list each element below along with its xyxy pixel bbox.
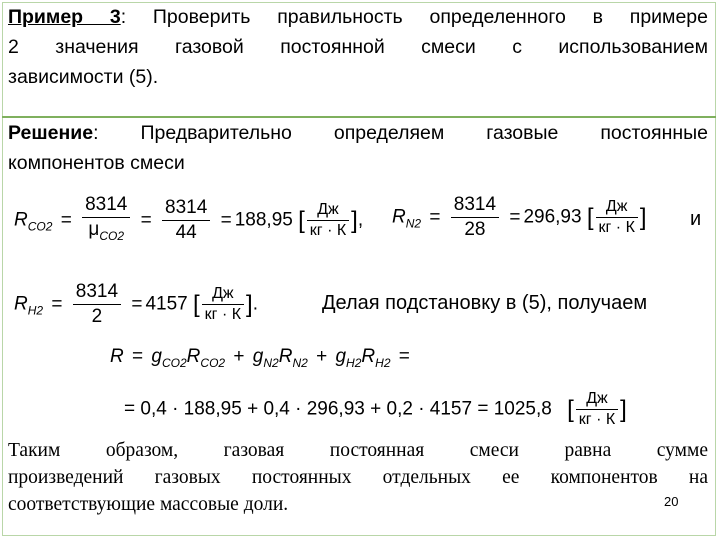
solution-line-1: Решение: Предварительно определяем газовые постоянные — [8, 122, 708, 144]
conclusion-text — [8, 437, 708, 518]
solution-line-2: компонентов смеси — [8, 152, 185, 174]
example-label: Пример 3 — [8, 6, 121, 28]
substitution-text: Делая подстановку в (5), получаем — [322, 292, 648, 314]
formula-r-co2: $R_{CO2}$ = $\frac{8314}{\mu_{CO2}}$ = $\frac{8314}{44}$ = 188,95 [ $\frac{Дж}{кг \cdot К}$ ], — [14, 193, 363, 248]
example-line-1: Пример 3: Проверить правильность определенного в примере — [8, 6, 708, 28]
page-number: 20 — [664, 494, 679, 509]
example-statement — [8, 2, 708, 92]
fraction-8314-mu: $\frac{8314}{\mu_{CO2}}$ — [82, 193, 130, 248]
unit-j-per-kg-k: $\frac{Дж}{кг \cdot К}$ — [576, 389, 618, 430]
formula-r-n2: $R_{N2}$ = $\frac{8314}{28}$ = 296,93 [ $\frac{Дж}{кг \cdot К}$ ] — [392, 194, 647, 240]
solution-statement — [8, 118, 708, 178]
conclusion-line-1: Таким образом, газовая постоянная смеси равна сумме — [8, 440, 708, 461]
fraction-8314-2: $\frac{8314}{2}$ — [73, 280, 121, 329]
example-line-3: зависимости (5). — [8, 66, 159, 88]
formula-r-mixture-result: = 0,4 · 188,95 + 0,4 · 296,93 + 0,2 · 4157 = 1025,8 [ $\frac{Дж}{кг \cdot К}$ ] — [124, 390, 627, 428]
unit-j-per-kg-k: $\frac{Дж}{кг \cdot К}$ — [596, 197, 638, 238]
unit-j-per-kg-k: $\frac{Дж}{кг \cdot К}$ — [307, 200, 349, 241]
conclusion-line-3: соответствующие массовые доли. — [8, 494, 289, 515]
example-line-2: 2 значения газовой постоянной смеси с использованием — [8, 36, 708, 58]
solution-label: Решение — [8, 122, 94, 144]
formula-r-h2: $R_{H2}$ = $\frac{8314}{2}$ = 4157 [ $\frac{Дж}{кг \cdot К}$ ]. — [14, 281, 258, 327]
conjunction-and: и — [690, 208, 702, 230]
fraction-8314-44: $\frac{8314}{44}$ — [162, 196, 210, 245]
formula-r-mixture: $R = g_{CO2}R_{CO2} + g_{N2}R_{N2} + g_{H2}R_{H2}$ = — [110, 346, 410, 370]
conclusion-line-2: произведений газовых постоянных отдельных ее компонентов на — [8, 467, 708, 488]
fraction-8314-28: $\frac{8314}{28}$ — [451, 193, 499, 242]
unit-j-per-kg-k: $\frac{Дж}{кг \cdot К}$ — [202, 284, 244, 325]
